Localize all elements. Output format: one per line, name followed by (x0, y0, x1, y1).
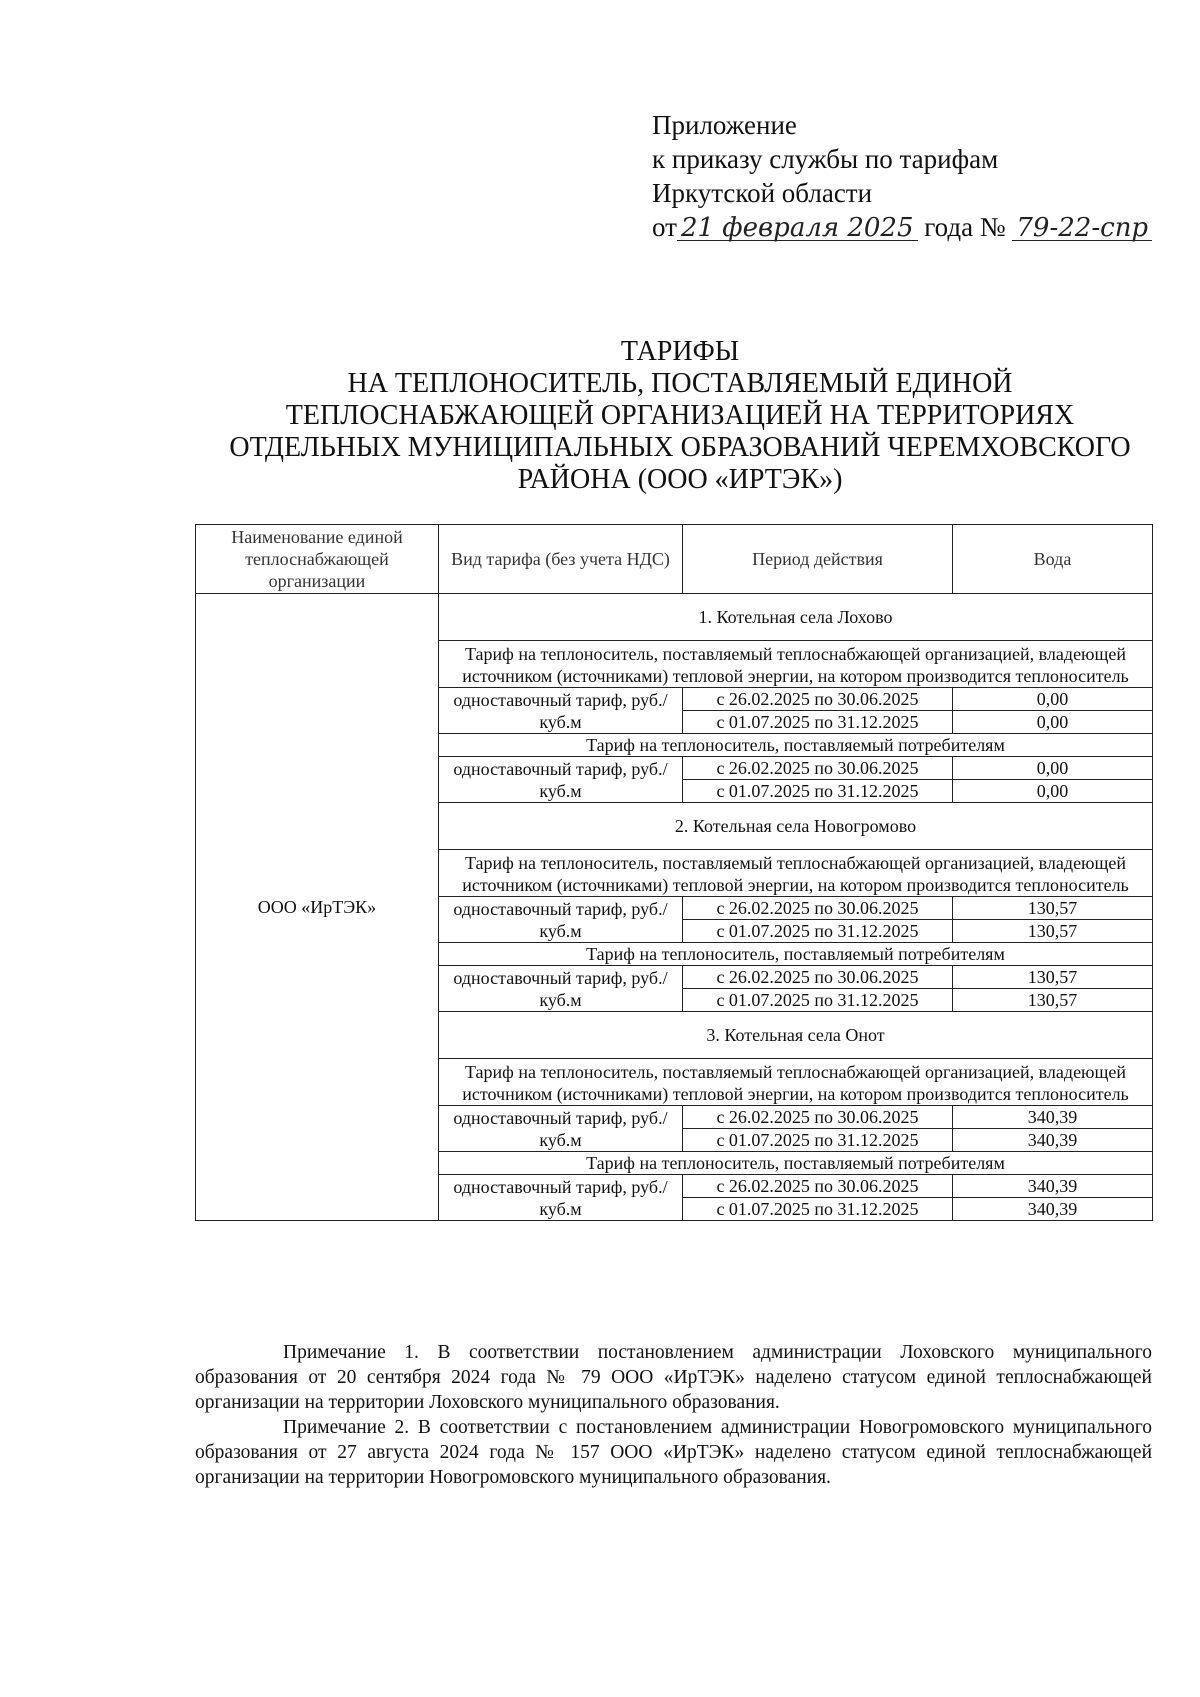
title-line-5: РАЙОНА (ООО «ИРТЭК») (517, 464, 843, 495)
tariff-label: одноставочный тариф, руб./куб.м (439, 966, 683, 1012)
table-header-row (196, 525, 1153, 594)
supplier-tariff-label: Тариф на теплоноситель, поставляемый теплоснабжающей организацией, владеющей источником (источниками) тепловой энергии, на котором производится теплоноситель (439, 641, 1153, 688)
section-title: 1. Котельная села Лохово (439, 594, 1153, 641)
title-line-2: НА ТЕПЛОНОСИТЕЛЬ, ПОСТАВЛЯЕМЫЙ ЕДИНОЙ (347, 368, 1013, 399)
note-2: Примечание 2. В соответствии с постановлением администрации Новогромовского муниципального образования от 27 августа 2024 года № 157 ООО «ИрТЭК» наделено статусом единой теплоснабжающей организации на территории Новогромовского муниципального образования. (195, 1417, 1152, 1488)
header-org: Наименование единой теплоснабжающей организации (196, 525, 439, 594)
section-row (196, 594, 1153, 641)
note-1: Примечание 1. В соответствии постановлением администрации Лоховского муниципального образования от 20 сентября 2024 года № 79 ООО «ИрТЭК» наделено статусом единой теплоснабжающей организации на территории Лоховского муниципального образования. (195, 1342, 1152, 1413)
section-title: 3. Котельная села Онот (439, 1012, 1153, 1059)
water-value: 0,00 (953, 757, 1153, 780)
water-value: 340,39 (953, 1129, 1153, 1152)
tariff-label: одноставочный тариф, руб./куб.м (439, 897, 683, 943)
period-cell: с 26.02.2025 по 30.06.2025 (683, 1175, 953, 1198)
annex-order-line: к приказу службы по тарифам (652, 144, 999, 174)
header-water: Вода (953, 525, 1153, 594)
tariff-label: одноставочный тариф, руб./куб.м (439, 1106, 683, 1152)
period-cell: с 01.07.2025 по 31.12.2025 (683, 711, 953, 734)
consumer-tariff-label: Тариф на теплоноситель, поставляемый потребителям (439, 943, 1153, 966)
annex-title: Приложение (652, 110, 797, 140)
tariff-label: одноставочный тариф, руб./куб.м (439, 1175, 683, 1221)
period-cell: с 26.02.2025 по 30.06.2025 (683, 897, 953, 920)
title-line-3: ТЕПЛОСНАБЖАЮЩЕЙ ОРГАНИЗАЦИЕЙ НА ТЕРРИТОРИЯХ (285, 400, 1075, 431)
tariff-label: одноставочный тариф, руб./куб.м (439, 757, 683, 803)
supplier-tariff-label: Тариф на теплоноситель, поставляемый теплоснабжающей организацией, владеющей источником (источниками) тепловой энергии, на котором производится теплоноситель (439, 1059, 1153, 1106)
annex-block (652, 108, 1152, 244)
title-line-4: ОТДЕЛЬНЫХ МУНИЦИПАЛЬНЫХ ОБРАЗОВАНИЙ ЧЕРЕМХОВСКОГО (229, 432, 1131, 463)
document-title (200, 336, 1160, 496)
water-value: 340,39 (953, 1106, 1153, 1129)
water-value: 340,39 (953, 1175, 1153, 1198)
annex-date-line (652, 210, 1152, 244)
water-value: 130,57 (953, 920, 1153, 943)
water-value: 0,00 (953, 688, 1153, 711)
period-cell: с 01.07.2025 по 31.12.2025 (683, 989, 953, 1012)
water-value: 0,00 (953, 780, 1153, 803)
org-name-cell: ООО «ИрТЭК» (196, 594, 439, 1221)
period-cell: с 01.07.2025 по 31.12.2025 (683, 780, 953, 803)
tariff-label: одноставочный тариф, руб./куб.м (439, 688, 683, 734)
water-value: 130,57 (953, 989, 1153, 1012)
water-value: 340,39 (953, 1198, 1153, 1221)
consumer-tariff-label: Тариф на теплоноситель, поставляемый потребителям (439, 1152, 1153, 1175)
title-line-1: ТАРИФЫ (620, 336, 740, 367)
handwritten-date: 21 февраля 2025 (677, 216, 918, 241)
header-tariff-type: Вид тарифа (без учета НДС) (439, 525, 683, 594)
section-title: 2. Котельная села Новогромово (439, 803, 1153, 850)
handwritten-order-number: 79-22-спр (1012, 216, 1152, 241)
period-cell: с 01.07.2025 по 31.12.2025 (683, 920, 953, 943)
water-value: 130,57 (953, 897, 1153, 920)
tariff-table (195, 524, 1153, 1221)
period-cell: с 26.02.2025 по 30.06.2025 (683, 688, 953, 711)
period-cell: с 26.02.2025 по 30.06.2025 (683, 1106, 953, 1129)
period-cell: с 26.02.2025 по 30.06.2025 (683, 966, 953, 989)
header-period: Период действия (683, 525, 953, 594)
period-cell: с 01.07.2025 по 31.12.2025 (683, 1129, 953, 1152)
annex-year-word: года № (924, 212, 1006, 242)
period-cell: с 01.07.2025 по 31.12.2025 (683, 1198, 953, 1221)
period-cell: с 26.02.2025 по 30.06.2025 (683, 757, 953, 780)
annex-from-prefix: от (652, 212, 677, 242)
supplier-tariff-label: Тариф на теплоноситель, поставляемый теплоснабжающей организацией, владеющей источником (источниками) тепловой энергии, на котором производится теплоноситель (439, 850, 1153, 897)
consumer-tariff-label: Тариф на теплоноситель, поставляемый потребителям (439, 734, 1153, 757)
water-value: 130,57 (953, 966, 1153, 989)
annex-region-line: Иркутской области (652, 178, 873, 208)
water-value: 0,00 (953, 711, 1153, 734)
notes-block (195, 1340, 1152, 1490)
